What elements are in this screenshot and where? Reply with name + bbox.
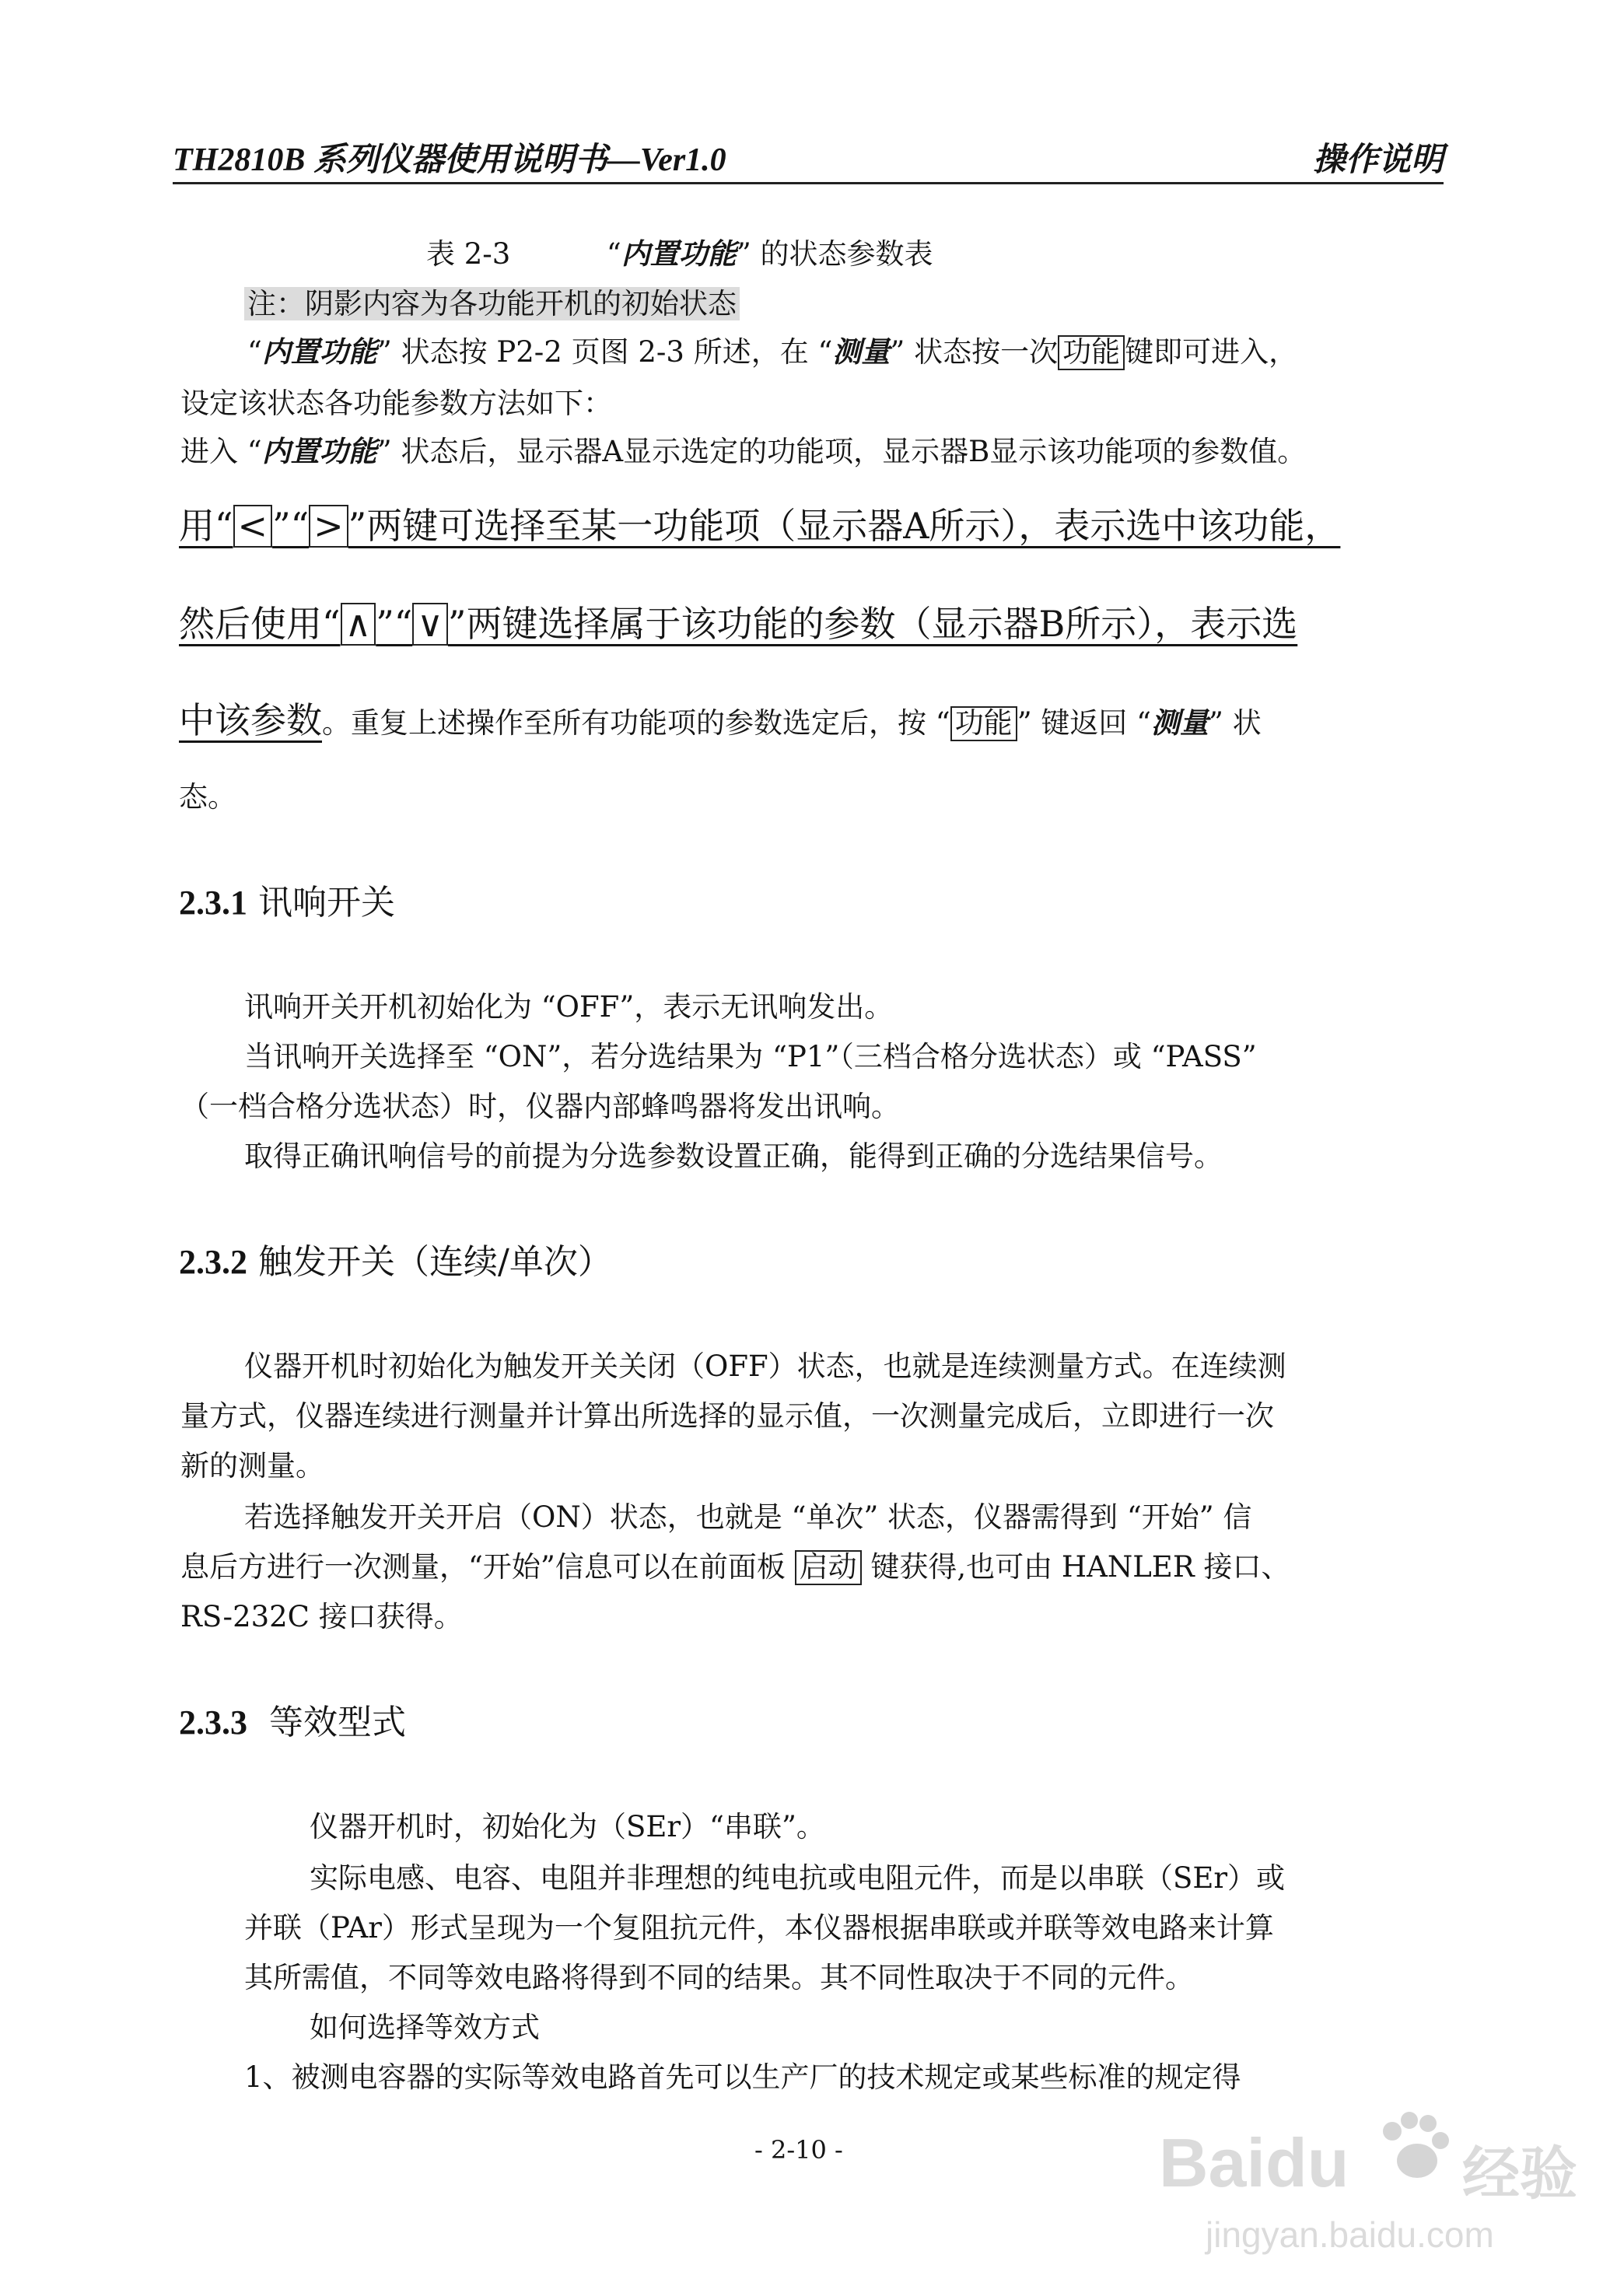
intro-line-1: “内置功能” 状态按 P2-2 页图 2-3 所述，在 “测量” 状态按一次 功能 键即可进入， xyxy=(247,334,1298,369)
usage-line-2: 然后使用“ ∧ ”“ ∨ ”两键选择属于该功能的参数（显示器B所示），表示选 xyxy=(179,603,1298,645)
paragraph: RS-232C 接口获得。 xyxy=(180,1600,463,1633)
header-rule xyxy=(173,182,1444,184)
page-number: - 2-10 - xyxy=(754,2135,843,2165)
paragraph: 其所需值，不同等效电路将得到不同的结果。其不同性取决于不同的元件。 xyxy=(244,1961,1194,1994)
left-key: < xyxy=(233,505,273,548)
paragraph: 并联（PAr）形式呈现为一个复阻抗元件，本仪器根据串联或并联等效电路来计算 xyxy=(244,1911,1274,1945)
paragraph: 新的测量。 xyxy=(180,1449,324,1483)
paragraph: 实际电感、电容、电阻并非理想的纯电抗或电阻元件，而是以串联（SEr）或 xyxy=(310,1861,1286,1895)
watermark-url: jingyan.baidu.com xyxy=(1206,2214,1494,2255)
paragraph: 量方式，仪器连续进行测量并计算出所选择的显示值，一次测量完成后，立即进行一次 xyxy=(180,1399,1274,1433)
paragraph: （一档合格分选状态）时，仪器内部蜂鸣器将发出讯响。 xyxy=(180,1090,900,1123)
paragraph: 若选择触发开关开启（ON）状态，也就是 “单次” 状态，仪器需得到 “开始” 信 xyxy=(244,1500,1252,1534)
paragraph: 如何选择等效方式 xyxy=(310,2011,540,2044)
section-heading-2-3-3: 2.3.3 等效型式 xyxy=(179,1703,406,1742)
section-heading-2-3-2: 2.3.2 触发开关（连续/单次） xyxy=(179,1242,612,1282)
baidu-watermark xyxy=(1159,2100,1594,2259)
table-label: 表 2-3 xyxy=(426,237,511,271)
intro-line-2: 设定该状态各功能参数方法如下： xyxy=(180,387,612,420)
paragraph: 仪器开机时初始化为触发开关关闭（OFF）状态，也就是连续测量方式。在连续测 xyxy=(244,1350,1286,1383)
usage-line-4: 态。 xyxy=(179,780,236,814)
watermark-logo-text: Baidu xyxy=(1159,2124,1349,2201)
down-key: ∨ xyxy=(412,603,448,646)
intro-line-3: 进入 “内置功能” 状态后，显示器A显示选定的功能项，显示器B显示该功能项的参数值。 xyxy=(180,434,1307,468)
paragraph: 取得正确讯响信号的前提为分选参数设置正确，能得到正确的分选结果信号。 xyxy=(244,1139,1223,1173)
section-heading-2-3-1: 2.3.1 讯响开关 xyxy=(179,883,395,922)
up-key: ∧ xyxy=(341,603,376,646)
function-key-2: 功能 xyxy=(950,706,1017,741)
paragraph: 1、被测电容器的实际等效电路首先可以生产厂的技术规定或某些标准的规定得 xyxy=(244,2060,1241,2094)
function-key: 功能 xyxy=(1058,335,1125,370)
header-section: 操作说明 xyxy=(1312,142,1444,178)
usage-line-3: 中该参数。重复上述操作至所有功能项的参数选定后，按 “ 功能 ” 键返回 “测量” 状 xyxy=(179,699,1262,741)
usage-line-1: 用“ < ”“ > ”两键可选择至某一功能项（显示器A所示），表示选中该功能， xyxy=(179,505,1341,547)
paragraph: 仪器开机时，初始化为（SEr）“串联”。 xyxy=(310,1810,825,1843)
start-key: 启动 xyxy=(795,1550,862,1585)
watermark-logo-cn: 经验 xyxy=(1462,2141,1577,2207)
header-title: TH2810B 系列仪器使用说明书—Ver1.0 xyxy=(173,142,726,178)
table-title: 内置功能 xyxy=(621,236,737,271)
table-caption: 表 2-3 “内置功能” 的状态参数表 xyxy=(426,236,933,271)
paragraph: 当讯响开关选择至 “ON”，若分选结果为 “P1”（三档合格分选状态）或 “PASS” xyxy=(244,1040,1257,1073)
paragraph: 讯响开关开机初始化为 “OFF”，表示无讯响发出。 xyxy=(244,990,894,1024)
shaded-note: 注：阴影内容为各功能开机的初始状态 xyxy=(244,280,740,322)
right-key: > xyxy=(309,505,348,548)
paragraph: 息后方进行一次测量，“开始”信息可以在前面板 启动 键获得,也可由 HANLER 接口、 xyxy=(180,1550,1290,1584)
